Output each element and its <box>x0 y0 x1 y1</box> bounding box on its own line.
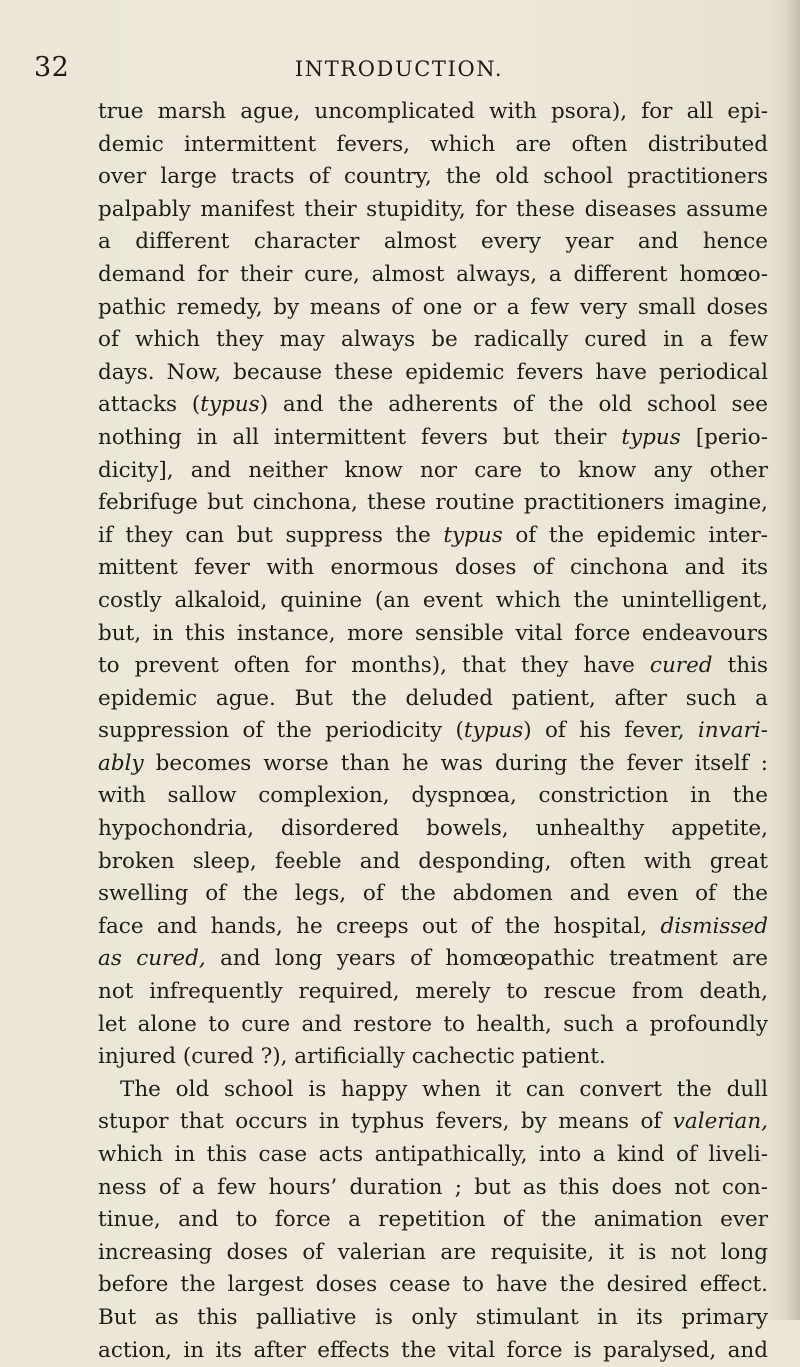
page-edge-shadow <box>784 0 800 1320</box>
text-line <box>98 748 768 781</box>
text-line: days. Now, because these epidemic fevers have periodical <box>98 359 768 385</box>
text-run: suppression of the periodicity ( <box>98 718 464 744</box>
body-text <box>98 96 768 1367</box>
text-run: to prevent often for months), that they have <box>98 653 650 679</box>
running-head: INTRODUCTION. <box>294 57 504 81</box>
page-header <box>34 52 764 86</box>
text-run: and long years of homœopathic treatment are <box>205 946 768 972</box>
text-line: true marsh ague, uncomplicated with psora), for all epi- <box>98 99 768 124</box>
text-line: not infrequently required, merely to rescue from death, <box>98 979 768 1005</box>
text-line: with sallow complexion, dyspnœa, constriction in the <box>98 783 768 809</box>
text-run: stupor that occurs in typhus fevers, by means of <box>98 1109 673 1135</box>
italic-term: cured <box>649 653 713 679</box>
text-run: face and hands, he creeps out of the hospital, <box>98 913 661 939</box>
text-run: [perio- <box>680 424 768 450</box>
text-line: increasing doses of valerian are requisite, it is not long <box>98 1239 768 1265</box>
text-line: demic intermittent fevers, which are often distributed <box>98 131 768 157</box>
text-line: injured (cured ?), artificially cachectic patient. <box>98 1044 606 1070</box>
text-run: if they can but suppress the <box>98 522 444 548</box>
text-line: swelling of the legs, of the abdomen and even of the <box>98 881 768 907</box>
text-line: pathic remedy, by means of one or a few very small doses <box>98 294 768 320</box>
text-line <box>98 911 768 944</box>
text-line: over large tracts of country, the old school practitioners <box>98 164 768 190</box>
text-run: becomes worse than he was during the fever itself : <box>143 750 768 776</box>
text-run: this <box>712 653 768 679</box>
text-line: But as this palliative is only stimulant in its primary <box>98 1304 768 1330</box>
text-run: ) and the adherents of the old school see <box>259 392 768 418</box>
text-line: febrifuge but cinchona, these routine practitioners imagine, <box>98 490 768 516</box>
text-line: mittent fever with enormous doses of cinchona and its <box>98 555 768 581</box>
italic-term: ably <box>98 750 144 776</box>
text-line: palpably manifest their stupidity, for these diseases assume <box>98 196 768 222</box>
text-line: of which they may always be radically cured in a few <box>98 327 768 353</box>
italic-term: typus <box>621 424 681 450</box>
text-line: before the largest doses cease to have the desired effect. <box>98 1272 768 1298</box>
italic-term: typus <box>443 522 503 548</box>
text-line <box>98 520 768 553</box>
text-line: costly alkaloid, quinine (an event which the unintelligent, <box>98 587 768 613</box>
italic-term: typus <box>463 718 524 744</box>
text-line: but, in this instance, more sensible vital force endeavours <box>98 620 768 646</box>
text-run: ) of his fever, <box>523 718 698 744</box>
text-line: dicity], and neither know nor care to know any other <box>98 457 768 483</box>
text-line <box>98 422 768 455</box>
text-line: broken sleep, feeble and desponding, often with great <box>98 848 768 874</box>
italic-term: typus <box>200 392 260 418</box>
text-line: tinue, and to force a repetition of the animation ever <box>98 1207 768 1233</box>
text-line: epidemic ague. But the deluded patient, after such a <box>98 685 768 711</box>
text-run: nothing in all intermittent fevers but their <box>98 424 622 450</box>
text-line <box>98 389 768 422</box>
text-line <box>98 650 768 683</box>
italic-term: as cured, <box>98 946 206 972</box>
text-line: hypochondria, disordered bowels, unhealthy appetite, <box>98 816 768 842</box>
text-line: The old school is happy when it can convert the dull <box>120 1076 768 1102</box>
text-line: a different character almost every year and hence <box>98 229 768 255</box>
italic-term: invari- <box>697 718 769 744</box>
text-line: let alone to cure and restore to health, such a profoundly <box>98 1011 768 1037</box>
text-line: which in this case acts antipathically, into a kind of liveli- <box>98 1142 768 1167</box>
text-run: attacks ( <box>98 392 201 418</box>
text-line <box>98 715 768 748</box>
text-line <box>98 1106 768 1139</box>
text-line: ness of a few hours’ duration ; but as this does not con- <box>98 1174 768 1200</box>
italic-term: dismissed <box>660 913 768 939</box>
text-line <box>98 943 768 976</box>
italic-term: valerian, <box>672 1109 768 1135</box>
page-number: 32 <box>34 52 70 83</box>
text-line: action, in its after effects the vital force is paralysed, and <box>98 1337 768 1363</box>
text-run: of the epidemic inter- <box>502 522 768 548</box>
text-line: demand for their cure, almost always, a different homœo- <box>98 261 768 287</box>
